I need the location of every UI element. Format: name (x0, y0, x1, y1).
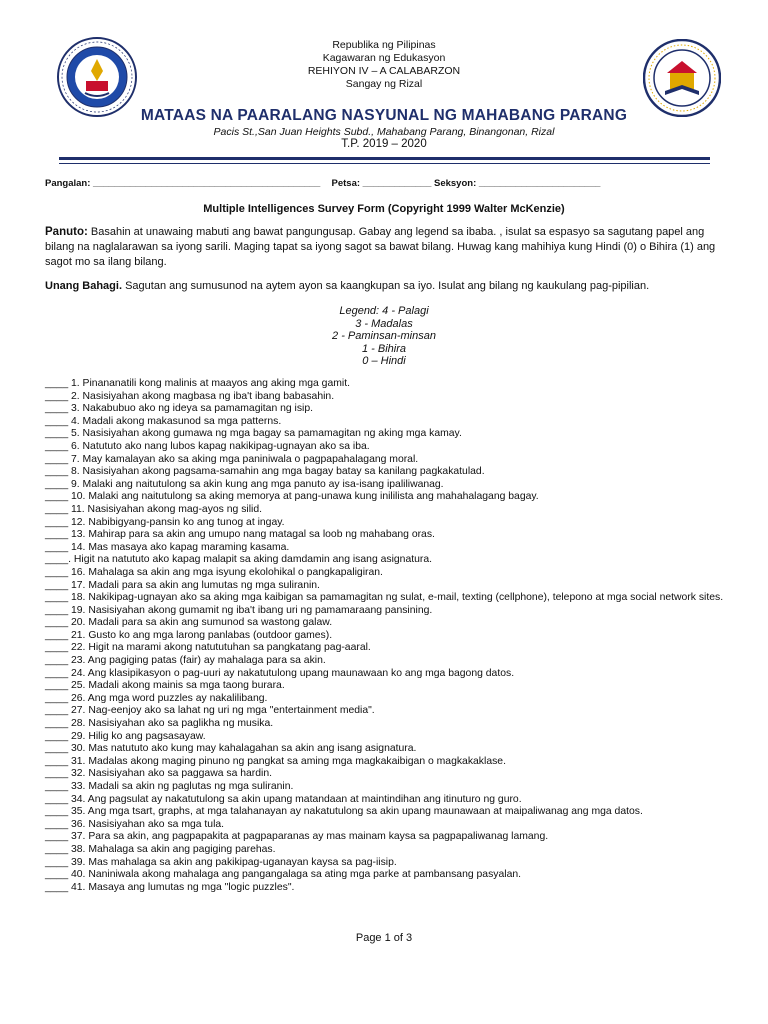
rating-legend (0, 305, 768, 368)
header-republic: Republika ng Pilipinas (332, 39, 436, 51)
survey-item[interactable]: ____ 18. Nakikipag-ugnayan ako sa aking mga kaibigan sa pamamagitan ng sulat, e-mail, texting (cellphone), telepono at mga social network sites. (45, 592, 724, 604)
form-title: Multiple Intelligences Survey Form (Copyright 1999 Walter McKenzie) (203, 203, 565, 215)
survey-item[interactable]: ____ 39. Mas mahalaga sa akin ang pakikipag-uganayan kaysa sa pag-iisip. (45, 856, 397, 868)
survey-item[interactable]: ____ 24. Ang klasipikasyon o pag-uuri ay nakatutulong upang maunawaan ko ang mga bagong datos. (45, 667, 515, 679)
survey-items-list (45, 378, 735, 894)
survey-item[interactable]: ____ 30. Mas natututo ako kung may kahalagahan sa akin ang isang asignatura. (45, 743, 417, 755)
unang-bahagi-text: Sagutan ang sumusunod na aytem ayon sa kaangkupan sa iyo. Isulat ang bilang ng kaukulang pag-pipilian. (125, 280, 650, 292)
survey-item[interactable]: ____ 5. Nasisiyahan akong gumawa ng mga bagay sa pamamagitan ng aking mga kamay. (45, 428, 462, 440)
survey-item[interactable]: ____ 4. Madali akong makasunod sa mga patterns. (45, 415, 282, 427)
survey-item[interactable]: ____ 3. Nakabubuo ako ng ideya sa pamamagitan ng isip. (45, 403, 314, 415)
survey-item[interactable]: ____ 28. Nasisiyahan ako sa paglikha ng musika. (45, 718, 274, 730)
survey-item[interactable]: ____ 17. Madali para sa akin ang lumutas ng mga suliranin. (45, 579, 320, 591)
survey-item[interactable]: ____ 29. Hilig ko ang pagsasayaw. (45, 730, 206, 742)
survey-item[interactable]: ____ 38. Mahalaga sa akin ang pagiging parehas. (45, 843, 276, 855)
survey-item[interactable]: ____ 12. Nabibigyang-pansin ko ang tunog at ingay. (45, 516, 285, 528)
survey-item[interactable]: ____ 27. Nag-eenjoy ako sa lahat ng uri ng mga "entertainment media". (45, 705, 375, 717)
survey-item[interactable]: ____ 26. Ang mga word puzzles ay nakalilibang. (45, 692, 268, 704)
survey-item[interactable]: ____ 7. May kamalayan ako sa aking mga paniniwala o pagpapahalagang moral. (45, 453, 419, 465)
survey-item[interactable]: ____ 34. Ang pagsulat ay nakatutulong sa akin upang matandaan at maintindihan ang itinuturo ng guro. (45, 793, 522, 805)
seksyon-field[interactable]: Seksyon: _______________________ (434, 178, 601, 189)
survey-item[interactable]: ____ 20. Madali para sa akin ang sumunod sa wastong galaw. (45, 617, 333, 629)
survey-item[interactable]: ____ 10. Malaki ang naitutulong sa aking memorya at pang-unawa kung inililista ang mahahalagang bagay. (45, 491, 539, 503)
header-divider-thin (59, 163, 710, 164)
school-year: T.P. 2019 – 2020 (341, 138, 427, 150)
survey-item[interactable]: ____ 23. Ang pagiging patas (fair) ay mahalaga para sa akin. (45, 655, 326, 667)
legend-line: 0 – Hindi (362, 355, 406, 368)
page-number: Page 1 of 3 (355, 932, 413, 944)
survey-item[interactable]: ____ 21. Gusto ko ang mga larong panlabas (outdoor games). (45, 629, 333, 641)
instructions (45, 225, 735, 270)
survey-item[interactable]: ____ 16. Mahalaga sa akin ang mga isyung ekolohikal o pangkapaligiran. (45, 566, 383, 578)
survey-item[interactable]: ____ 36. Nasisiyahan ako sa mga tula. (45, 818, 225, 830)
survey-item[interactable]: ____ 32. Nasisiyahan ako sa paggawa sa hardin. (45, 768, 273, 780)
legend-line: 1 - Bihira (361, 342, 407, 355)
survey-item[interactable]: ____ 33. Madali sa akin ng paglutas ng mga suliranin. (45, 781, 294, 792)
survey-item[interactable]: ____ 25. Madali akong mainis sa mga taong burara. (45, 680, 285, 692)
header-division: Sangay ng Rizal (345, 78, 423, 90)
header-region: REHIYON IV – A CALABARZON (307, 65, 461, 77)
legend-line: 2 - Paminsan-minsan (332, 330, 436, 343)
survey-item[interactable]: ____ 37. Para sa akin, ang pagpapakita at pagpaparanas ay mas mainam kaysa sa pagpapaliwanag lamang. (45, 831, 549, 843)
school-name: MATAAS NA PAARALANG NASYUNAL NG MAHABANG PARANG (140, 107, 628, 124)
survey-item[interactable]: ____ 2. Nasisiyahan akong magbasa ng iba't ibang babasahin. (45, 390, 335, 402)
school-address: Pacis St.,San Juan Heights Subd., Mahabang Parang, Binangonan, Rizal (213, 126, 555, 138)
survey-item[interactable]: ____ 9. Malaki ang naitutulong sa akin kung ang mga panuto ay isa-isang ipaliliwanag. (45, 478, 444, 490)
survey-item[interactable]: ____. Higit na natututo ako kapag malapit sa aking damdamin ang isang asignatura. (45, 554, 433, 566)
panuto-label: Panuto: (45, 226, 88, 238)
survey-item[interactable]: ____ 22. Higit na marami akong natututuhan sa pangkatang pag-aaral. (45, 642, 371, 654)
petsa-field[interactable]: Petsa: _____________ (331, 178, 432, 189)
header-department: Kagawaran ng Edukasyon (322, 52, 446, 64)
survey-item[interactable]: ____ 41. Masaya ang lumutas ng mga "logic puzzles". (45, 881, 295, 893)
survey-item[interactable]: ____ 31. Madalas akong maging pinuno ng pangkat sa aming mga magkakaibigan o magkakaklase. (45, 755, 506, 767)
unang-bahagi-label: Unang Bahagi. (45, 280, 123, 292)
survey-item[interactable]: ____ 40. Naniniwala akong mahalaga ang pangangalaga sa ating mga parke at pambansang pasyalan. (45, 869, 522, 881)
panuto-text: Basahin at unawaing mabuti ang bawat pangungusap. Gabay ang legend sa ibaba. , isulat sa espasyo sa sagutang papel ang bilang na naglalarawan sa iyong sarili. Maging tapat sa iyong sagot sa bawat bilang. Huwag kang mahihiya kung Hindi (0) o Bihira (1) ang sagot mo sa ilang bilang. (45, 226, 716, 268)
legend-line: 3 - Madalas (355, 317, 413, 330)
pangalan-field[interactable]: Pangalan: ___________________________________________ (45, 178, 321, 189)
survey-item[interactable]: ____ 35. Ang mga tsart, graphs, at mga talahanayan ay nakatutulong sa akin upang maunawaan at maipaliwanag ang mga datos. (45, 806, 643, 818)
survey-item[interactable]: ____ 13. Mahirap para sa akin ang umupo nang matagal sa loob ng mahabang oras. (45, 529, 435, 541)
header-divider-thick (59, 157, 710, 160)
legend-line: Legend: 4 - Palagi (339, 305, 429, 317)
survey-item[interactable]: ____ 8. Nasisiyahan akong pagsama-samahin ang mga bagay batay sa kanilang pagkakatulad. (45, 466, 485, 478)
survey-item[interactable]: ____ 6. Natututo ako nang lubos kapag nakikipag-ugnayan ako sa iba. (45, 440, 370, 452)
survey-item[interactable]: ____ 11. Nasisiyahan akong mag-ayos ng silid. (45, 503, 262, 515)
survey-item[interactable]: ____ 19. Nasisiyahan akong gumamit ng iba't ibang uri ng pamamaraang pansining. (45, 604, 433, 616)
student-info-fields (45, 178, 725, 189)
survey-item[interactable]: ____ 14. Mas masaya ako kapag maraming kasama. (45, 541, 290, 553)
survey-item[interactable]: ____ 1. Pinananatili kong malinis at maayos ang aking mga gamit. (45, 378, 350, 389)
part-one-instructions (45, 280, 735, 293)
